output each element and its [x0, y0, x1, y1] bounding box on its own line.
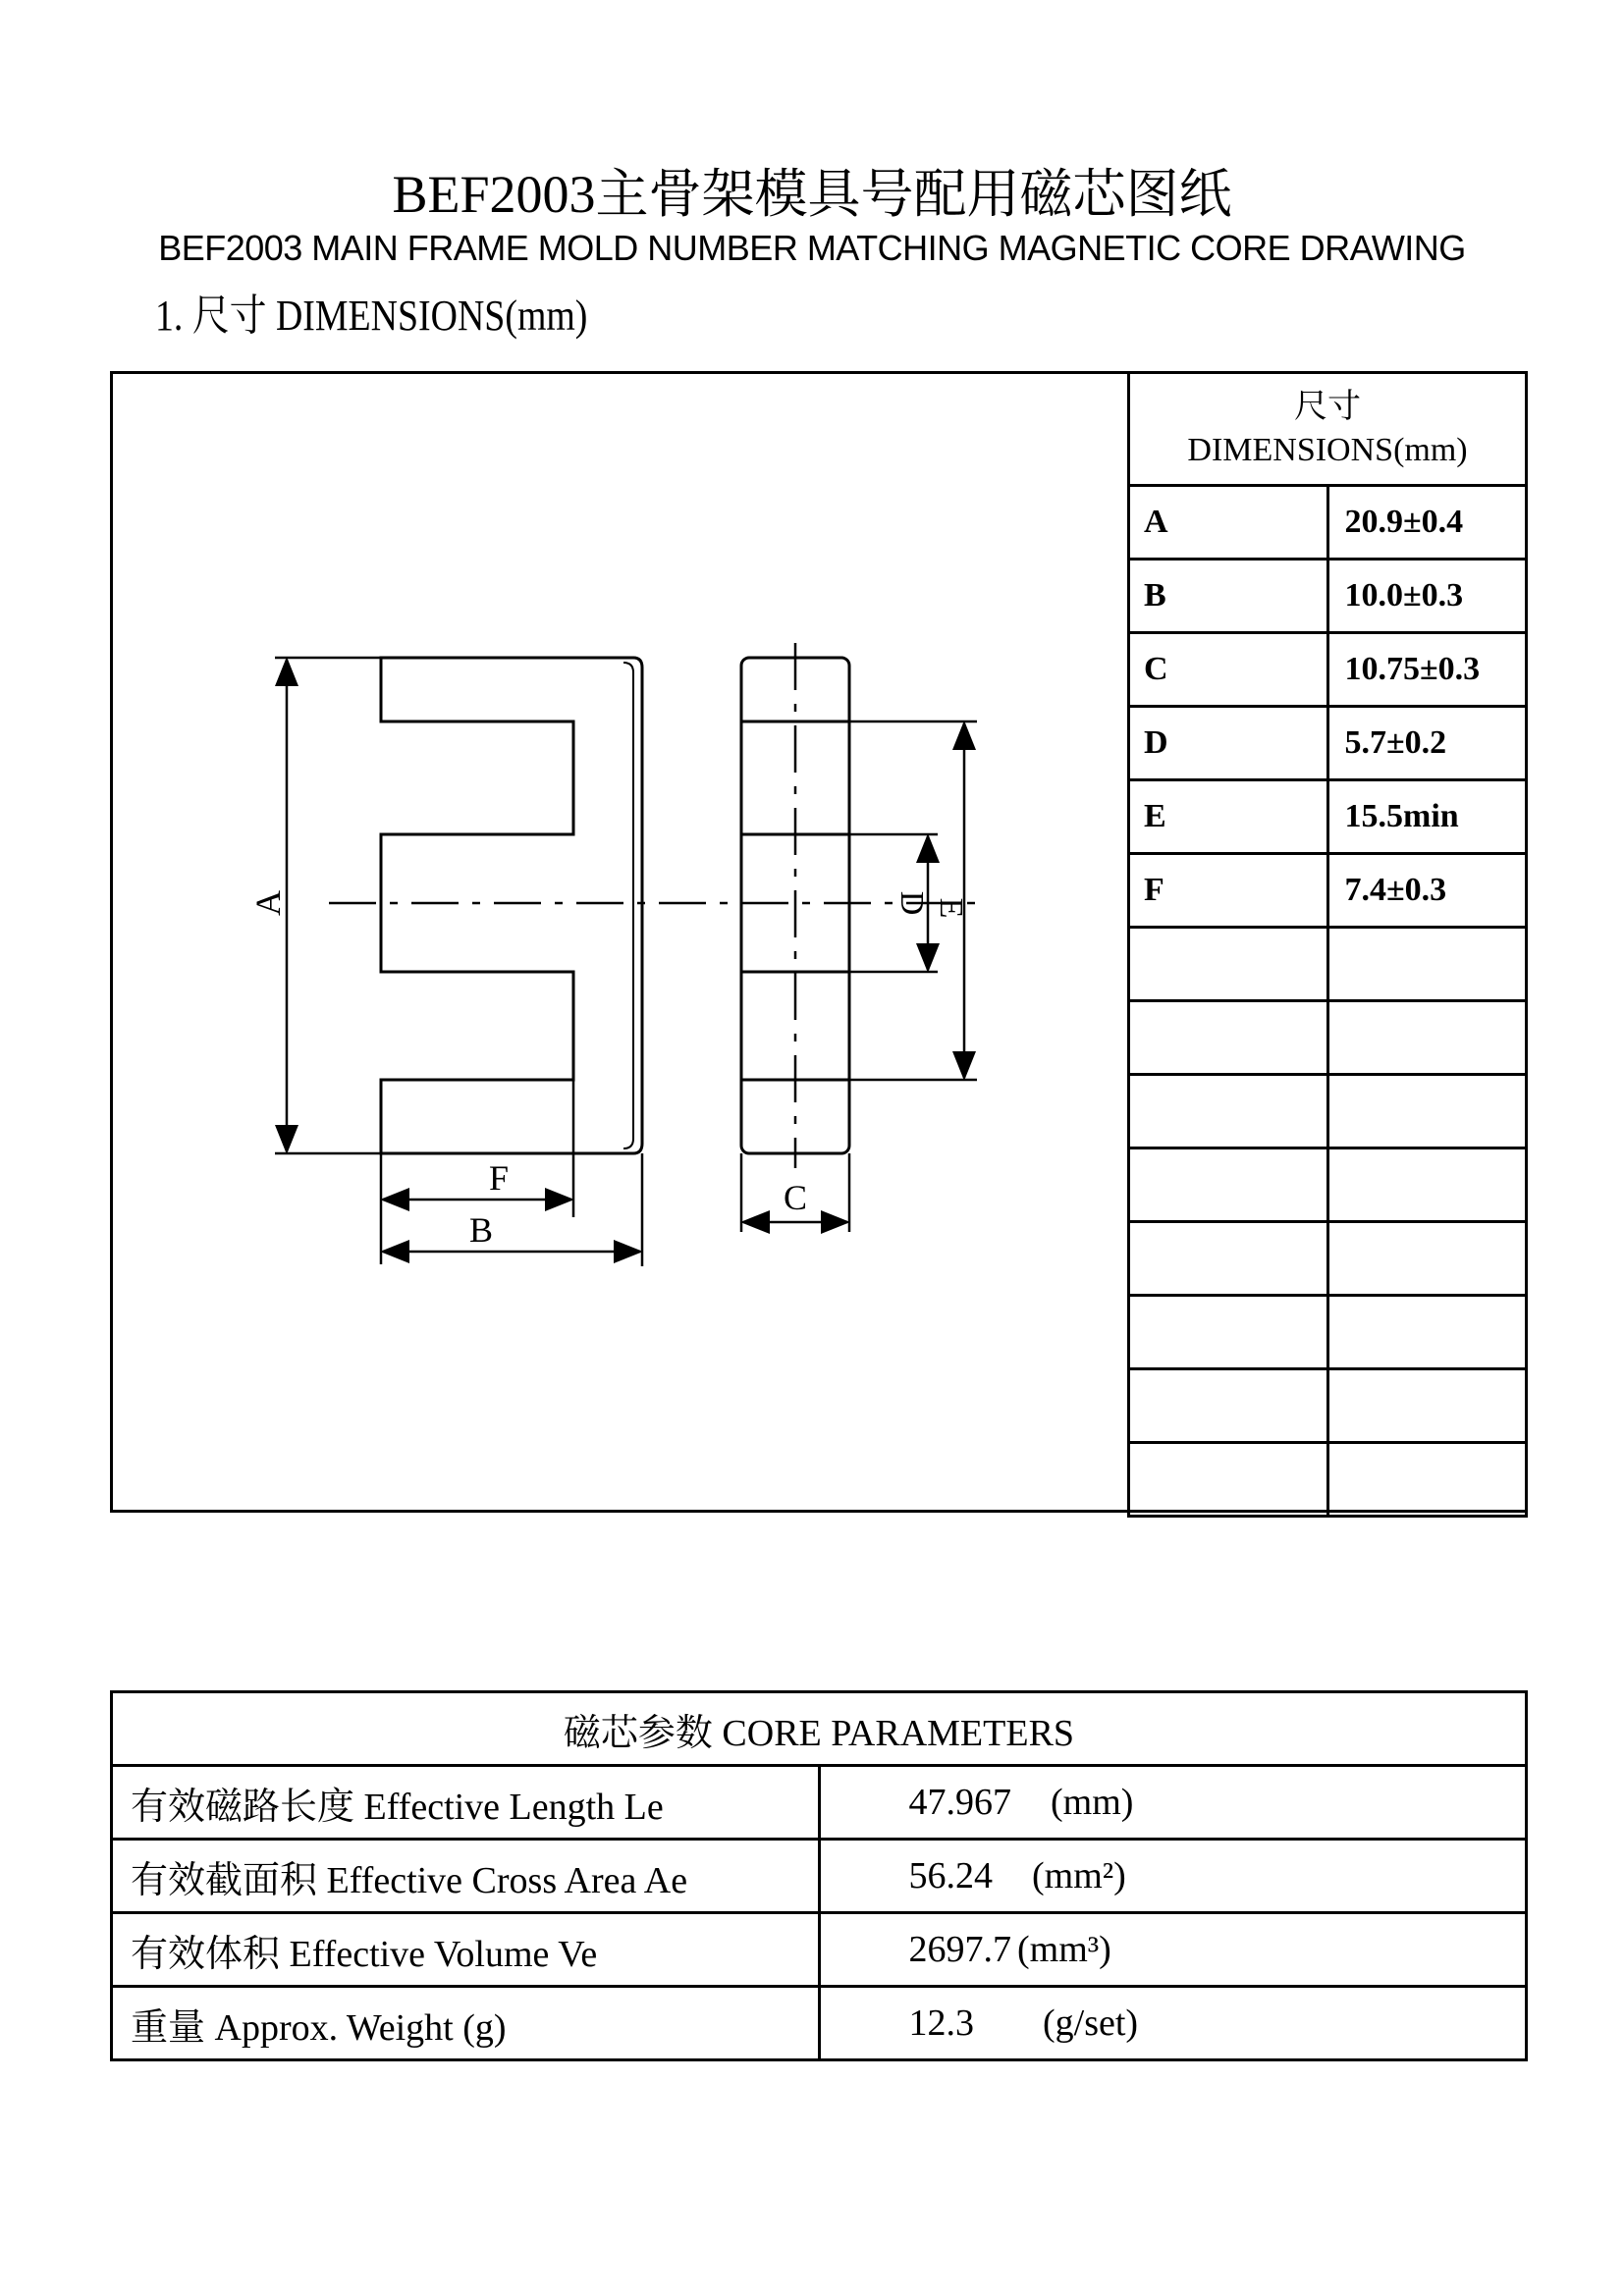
parameter-label: 重量 Approx. Weight (g) [112, 1987, 820, 2060]
parameter-unit: (g/set) [1043, 2002, 1139, 2044]
label-a: A [248, 890, 288, 916]
parameter-value: 47.967 [908, 1782, 1011, 1823]
dimension-value: 20.9±0.4 [1327, 486, 1527, 560]
label-f: F [488, 1158, 510, 1198]
dimension-row [1129, 560, 1527, 633]
parameter-row [112, 1766, 1527, 1840]
section-heading: 1. 尺寸 DIMENSIONS(mm) [155, 292, 588, 340]
dimension-key: B [1129, 560, 1328, 633]
dimension-key: A [1129, 486, 1328, 560]
dimension-key: E [1129, 780, 1328, 854]
empty-row [1129, 1296, 1527, 1369]
dimension-table [1127, 371, 1528, 1518]
dimension-header-en: DIMENSIONS(mm) [1187, 432, 1468, 468]
empty-cell [1129, 928, 1328, 1001]
core-parameters-header: 磁芯参数 CORE PARAMETERS [112, 1692, 1527, 1766]
dimension-value: 10.0±0.3 [1327, 560, 1527, 633]
parameter-unit: (mm²) [1032, 1855, 1126, 1896]
parameter-row [112, 1987, 1527, 2060]
label-e: E [933, 897, 969, 919]
document-subtitle: BEF2003 MAIN FRAME MOLD NUMBER MATCHING MAGNETIC CORE DRAWING [158, 228, 1466, 268]
empty-row [1129, 1369, 1527, 1443]
dimension-row [1129, 707, 1527, 780]
empty-cell [1129, 1075, 1328, 1148]
parameter-value: 2697.7 [908, 1929, 1011, 1970]
empty-row [1129, 1222, 1527, 1296]
dimension-key: C [1129, 633, 1328, 707]
empty-cell [1129, 1222, 1328, 1296]
empty-cell [1129, 1369, 1328, 1443]
parameter-value: 12.3 [908, 2002, 974, 2044]
core-parameters-table [110, 1690, 1528, 2061]
parameter-value: 56.24 [908, 1855, 993, 1896]
empty-cell [1327, 1443, 1527, 1517]
empty-cell [1327, 928, 1527, 1001]
dimension-key: D [1129, 707, 1328, 780]
dimension-value: 7.4±0.3 [1327, 854, 1527, 928]
parameter-value-cell [819, 1766, 1527, 1840]
empty-cell [1327, 1148, 1527, 1222]
parameter-label: 有效体积 Effective Volume Ve [112, 1913, 820, 1987]
dimension-value: 15.5min [1327, 780, 1527, 854]
parameter-label: 有效磁路长度 Effective Length Le [112, 1766, 820, 1840]
parameter-row [112, 1913, 1527, 1987]
parameter-value-cell [819, 1987, 1527, 2060]
empty-cell [1327, 1001, 1527, 1075]
dimension-value: 10.75±0.3 [1327, 633, 1527, 707]
label-d: D [893, 890, 930, 916]
dimension-row [1129, 780, 1527, 854]
empty-cell [1129, 1296, 1328, 1369]
empty-cell [1129, 1001, 1328, 1075]
empty-row [1129, 1148, 1527, 1222]
empty-cell [1327, 1296, 1527, 1369]
empty-row [1129, 928, 1527, 1001]
document-title: BEF2003主骨架模具号配用磁芯图纸 [392, 165, 1232, 224]
label-c: C [783, 1178, 808, 1217]
empty-cell [1327, 1369, 1527, 1443]
dimension-table-header [1129, 373, 1527, 486]
empty-cell [1129, 1443, 1328, 1517]
parameter-unit: (mm) [1051, 1782, 1134, 1823]
parameter-row [112, 1840, 1527, 1913]
dimension-row [1129, 633, 1527, 707]
empty-row [1129, 1001, 1527, 1075]
empty-row [1129, 1443, 1527, 1517]
dimension-row [1129, 486, 1527, 560]
dimension-row [1129, 854, 1527, 928]
dimension-header-cn: 尺寸 [1294, 389, 1361, 425]
empty-cell [1327, 1222, 1527, 1296]
parameter-label: 有效截面积 Effective Cross Area Ae [112, 1840, 820, 1913]
parameter-value-cell [819, 1913, 1527, 1987]
dimension-key: F [1129, 854, 1328, 928]
parameter-unit: (mm³) [1017, 1929, 1111, 1970]
dimension-value: 5.7±0.2 [1327, 707, 1527, 780]
label-b: B [468, 1210, 494, 1250]
parameter-value-cell [819, 1840, 1527, 1913]
empty-cell [1327, 1075, 1527, 1148]
empty-cell [1129, 1148, 1328, 1222]
empty-row [1129, 1075, 1527, 1148]
